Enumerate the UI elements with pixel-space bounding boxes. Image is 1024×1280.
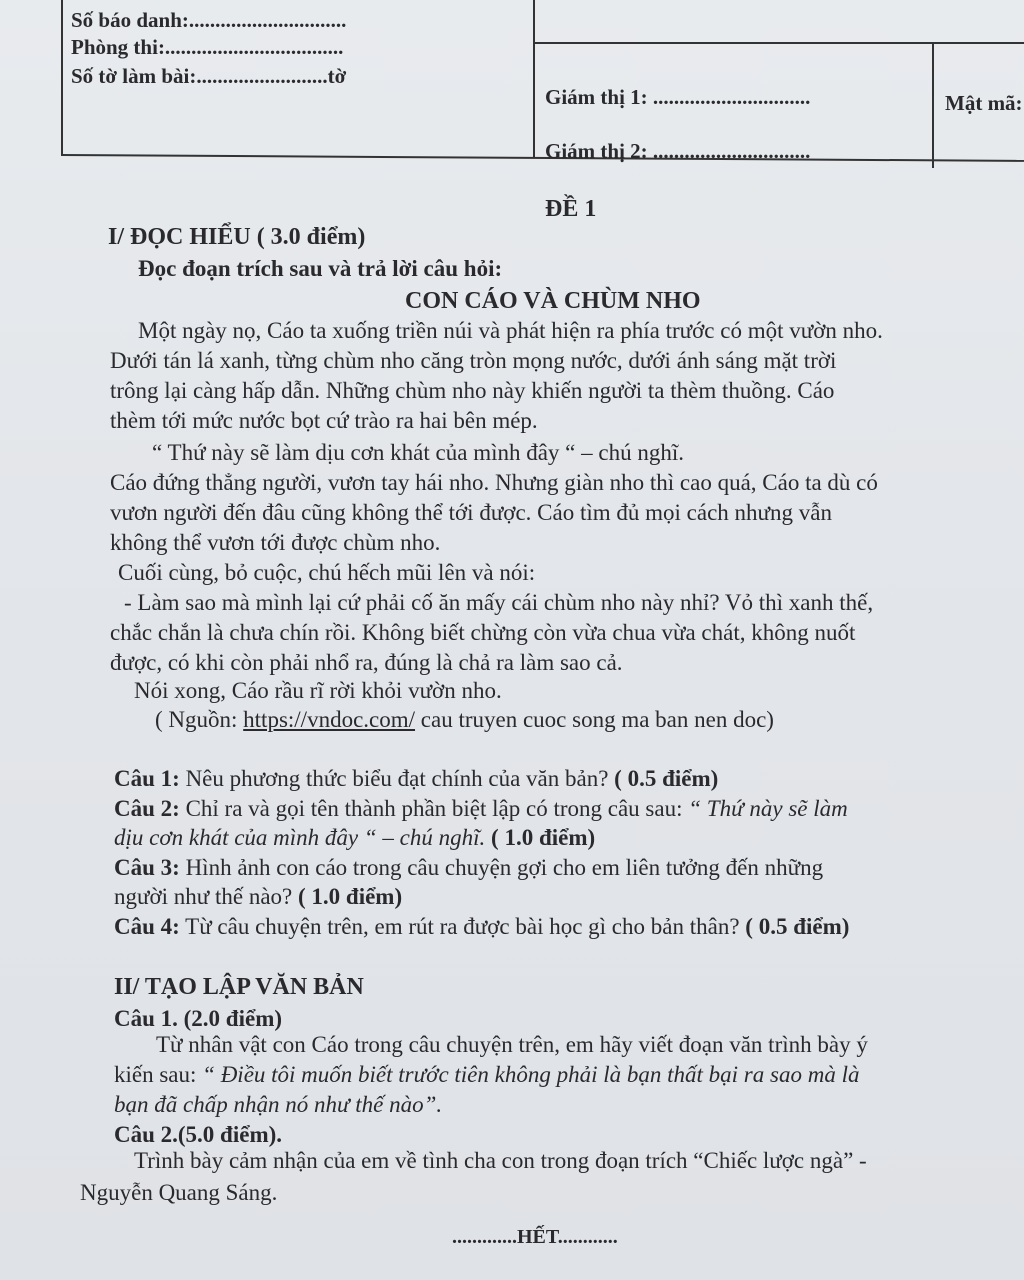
part-2-question-1-quote-cont: bạn đã chấp nhận nó như thế nào”. bbox=[114, 1092, 443, 1117]
question-2-cont bbox=[114, 825, 595, 851]
story-line: Nói xong, Cáo rầu rĩ rời khỏi vườn nho. bbox=[134, 678, 502, 703]
candidate-number-field: Số báo danh:.............................. bbox=[71, 8, 347, 32]
proctor-1-field: Giám thị 1: .............................. bbox=[545, 85, 811, 109]
story-line: chắc chắn là chưa chín rồi. Không biết chừng còn vừa chua vừa chát, không nuốt bbox=[110, 620, 856, 645]
part-2-question-1-text-cont bbox=[114, 1062, 859, 1088]
question-2 bbox=[114, 796, 848, 822]
part-2-question-2-text: Trình bày cảm nhận của em về tình cha con trong đoạn trích “Chiếc lược ngà” - bbox=[134, 1148, 867, 1173]
exam-number: ĐỀ 1 bbox=[545, 196, 597, 222]
exam-room-field: Phòng thi:.................................. bbox=[71, 35, 344, 59]
question-text: Từ câu chuyện trên, em rút ra được bài học gì cho bản thân? bbox=[179, 914, 746, 939]
question-text: Chỉ ra và gọi tên thành phần biệt lập có trong câu sau: bbox=[179, 796, 689, 821]
question-label: Câu 4: bbox=[114, 914, 180, 939]
sheet-count-field: Số tờ làm bài:.........................tờ bbox=[71, 64, 347, 88]
story-line: Một ngày nọ, Cáo ta xuống triền núi và phát hiện ra phía trước có một vườn nho. bbox=[138, 318, 883, 343]
question-quote: dịu cơn khát của mình đây “ – chú nghĩ. bbox=[114, 825, 486, 850]
question-label: Câu 2: bbox=[114, 796, 180, 821]
question-text: kiến sau: bbox=[114, 1062, 203, 1087]
question-points: ( 1.0 điểm) bbox=[485, 825, 596, 850]
question-4 bbox=[114, 914, 849, 940]
header-right-border bbox=[932, 44, 934, 168]
header-bottom-border bbox=[61, 154, 1024, 162]
part-2-question-1-text: Từ nhân vật con Cáo trong câu chuyện trên, em hãy viết đoạn văn trình bày ý bbox=[156, 1032, 868, 1057]
story-line: Cáo đứng thẳng người, vươn tay hái nho. Nhưng giàn nho thì cao quá, Cáo ta dù có bbox=[110, 470, 878, 495]
header-left-border bbox=[61, 0, 63, 156]
question-quote: “ Thứ này sẽ làm bbox=[688, 796, 848, 821]
story-line: được, có khi còn phải nhổ ra, đúng là chả ra làm sao cả. bbox=[110, 650, 623, 675]
question-quote: “ Điều tôi muốn biết trước tiên không phải là bạn thất bại ra sao mà là bbox=[202, 1062, 860, 1087]
story-line: “ Thứ này sẽ làm dịu cơn khát của mình đây “ – chú nghĩ. bbox=[152, 440, 684, 465]
story-title: CON CÁO VÀ CHÙM NHO bbox=[405, 288, 701, 314]
end-marker: .............HẾT............ bbox=[452, 1226, 618, 1248]
question-3 bbox=[114, 855, 823, 881]
instruction: Đọc đoạn trích sau và trả lời câu hỏi: bbox=[138, 256, 503, 281]
story-line: thèm tới mức nước bọt cứ trào ra hai bên mép. bbox=[110, 408, 538, 433]
question-label: Câu 3: bbox=[114, 855, 180, 880]
part-2-question-2: Câu 2.(5.0 điểm). bbox=[114, 1122, 283, 1147]
story-line: không thể vươn tới được chùm nho. bbox=[110, 530, 441, 555]
question-points: ( 0.5 điểm) bbox=[745, 914, 850, 939]
question-text: Nêu phương thức biểu đạt chính của văn bản? bbox=[179, 766, 615, 791]
source-link[interactable]: https://vndoc.com/ bbox=[243, 707, 416, 732]
part-2-question-1: Câu 1. (2.0 điểm) bbox=[114, 1006, 283, 1031]
question-points: ( 1.0 điểm) bbox=[298, 884, 403, 909]
question-text: người như thế nào? bbox=[114, 884, 298, 909]
header-row-divider bbox=[533, 42, 1024, 44]
part-2-question-2-text-cont: Nguyễn Quang Sáng. bbox=[80, 1180, 278, 1205]
part-2-heading: II/ TẠO LẬP VĂN BẢN bbox=[114, 974, 364, 1000]
question-1 bbox=[114, 766, 718, 792]
question-points: ( 0.5 điểm) bbox=[614, 766, 719, 791]
source-prefix: ( Nguồn: bbox=[155, 707, 244, 732]
part-1-heading: I/ ĐỌC HIỂU ( 3.0 điểm) bbox=[108, 224, 366, 250]
proctor-2-field: Giám thị 2: .............................. bbox=[545, 139, 811, 163]
story-line: Cuối cùng, bỏ cuộc, chú hếch mũi lên và nói: bbox=[118, 560, 536, 585]
story-line: Dưới tán lá xanh, từng chùm nho căng tròn mọng nước, dưới ánh sáng mặt trời bbox=[110, 348, 837, 373]
secret-code-label: Mật mã: bbox=[945, 91, 1023, 115]
story-line: vươn người đến đâu cũng không thể tới được. Cáo tìm đủ mọi cách nhưng vẫn bbox=[110, 500, 832, 525]
question-3-cont bbox=[114, 884, 402, 910]
story-line: trông lại càng hấp dẫn. Những chùm nho này khiến người ta thèm thuồng. Cáo bbox=[110, 378, 835, 403]
source-citation bbox=[155, 707, 774, 733]
source-suffix: cau truyen cuoc song ma ban nen doc) bbox=[415, 707, 774, 732]
question-label: Câu 1: bbox=[114, 766, 180, 791]
header-middle-border bbox=[533, 0, 535, 158]
story-line: - Làm sao mà mình lại cứ phải cố ăn mấy cái chùm nho này nhỉ? Vỏ thì xanh thế, bbox=[124, 590, 874, 615]
question-text: Hình ảnh con cáo trong câu chuyện gợi cho em liên tưởng đến những bbox=[179, 855, 824, 880]
